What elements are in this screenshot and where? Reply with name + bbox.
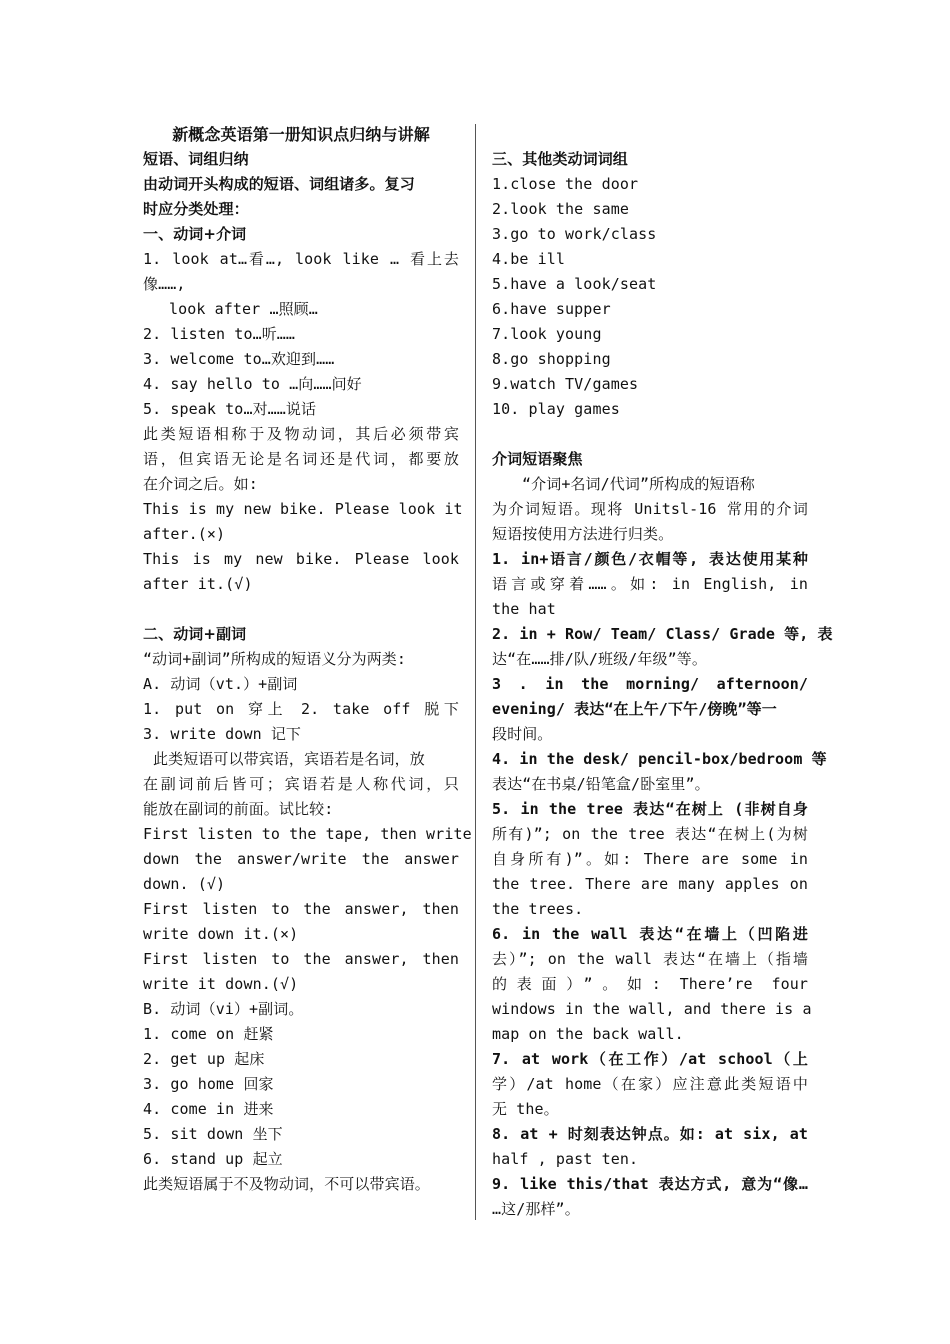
section-heading: 二、动词+副词: [143, 625, 247, 643]
text-line: This is my new bike. Please look it: [143, 500, 463, 518]
text-line: 8.go shopping: [492, 350, 611, 368]
section-heading: 三、其他类动词词组: [492, 150, 628, 168]
page-title: 新概念英语第一册知识点归纳与讲解: [172, 125, 430, 144]
text-line: 6. stand up 起立: [143, 1150, 283, 1168]
text-line: 为介词短语。现将 Unitsl-16 常用的介词: [492, 500, 808, 518]
text-line: 此类短语相称于及物动词，其后必须带宾: [143, 425, 459, 443]
text-line: the trees.: [492, 900, 584, 918]
text-line: 达“在……排/队/班级/年级”等。: [492, 650, 707, 668]
text-line: evening/ 表达“在上午/下午/傍晚”等一: [492, 700, 777, 718]
text-line: 4. come in 进来: [143, 1100, 274, 1118]
text-line: First listen to the tape, then write: [143, 825, 472, 843]
text-line: 4. say hello to …向……问好: [143, 375, 362, 393]
text-line: 1. in+语言/颜色/衣帽等, 表达使用某种: [492, 550, 808, 568]
section-heading: 短语、词组归纳: [143, 150, 249, 168]
text-line: 去）”; on the wall 表达“在墙上（指墙: [492, 950, 808, 968]
left-column: [143, 122, 472, 1197]
text-line: write it down.(√): [143, 975, 299, 993]
text-line: 的表面）”。如: There’re four: [492, 975, 808, 993]
text-line: 无 the。: [492, 1100, 559, 1118]
text-line: write down it.(×): [143, 925, 299, 943]
text-line: 10. play games: [492, 400, 620, 418]
text-line: half , past ten.: [492, 1150, 639, 1168]
text-line: 6.have supper: [492, 300, 611, 318]
text-line: 1. put on 穿上 2. take off 脱下: [143, 700, 459, 718]
text-line: 像……,: [143, 275, 186, 293]
section-heading: 介词短语聚焦: [492, 450, 583, 468]
text-line: 短语按使用方法进行归类。: [492, 525, 674, 543]
text-line: This is my new bike. Please look: [143, 550, 459, 568]
text-line: 4.be ill: [492, 250, 566, 268]
text-line: 7. at work（在工作）/at school（上: [492, 1050, 808, 1068]
text-line: 3 . in the morning/ afternoon/: [492, 675, 808, 693]
text-line: 此类短语属于不及物动词，不可以带宾语。: [143, 1175, 430, 1193]
text-line: 自身所有)”。如: There are some in: [492, 850, 808, 868]
text-line: 此类短语可以带宾语，宾语若是名词，放: [153, 750, 425, 768]
text-line: 1. come on 赶紧: [143, 1025, 274, 1043]
text-line: First listen to the answer, then: [143, 900, 459, 918]
text-line: 6. in the wall 表达“在墙上（凹陷进: [492, 925, 808, 943]
blank-line: [492, 422, 808, 447]
text-line: …这/那样”。: [492, 1200, 580, 1218]
text-line: A. 动词（vt.）+副词: [143, 675, 298, 693]
text-line: 在介词之后。如:: [143, 475, 258, 493]
text-line: “动词+副词”所构成的短语义分为两类:: [143, 650, 407, 668]
text-line: 5. speak to…对……说话: [143, 400, 317, 418]
text-line: 2. listen to…听……: [143, 325, 296, 343]
text-line: 1.close the door: [492, 175, 639, 193]
text-line: 所有)”; on the tree 表达“在树上(为树: [492, 825, 808, 843]
text-line: 7.look young: [492, 325, 602, 343]
column-divider: [475, 124, 476, 1220]
blank-line: [492, 122, 808, 147]
text-line: “介词+名词/代词”所构成的短语称: [522, 475, 755, 493]
text-line: down. (√): [143, 875, 226, 893]
text-line: 段时间。: [492, 725, 553, 743]
text-line: down the answer/write the answer: [143, 850, 459, 868]
text-line: 5. in the tree 表达“在树上 (非树自身: [492, 800, 808, 818]
right-column: [492, 122, 833, 1222]
text-line: 语，但宾语无论是名词还是代词，都要放: [143, 450, 459, 468]
text-line: the hat: [492, 600, 556, 618]
text-line: the tree. There are many apples on: [492, 875, 808, 893]
text-line: First listen to the answer, then: [143, 950, 459, 968]
section-heading: 时应分类处理：: [143, 200, 249, 218]
text-line: 2. in + Row/ Team/ Class/ Grade 等, 表: [492, 625, 833, 643]
text-line: 5.have a look/seat: [492, 275, 657, 293]
text-line: B. 动词（vi）+副词。: [143, 1000, 304, 1018]
section-heading: 由动词开头构成的短语、词组诸多。复习: [143, 175, 415, 193]
text-line: 2.look the same: [492, 200, 629, 218]
text-line: 表达“在书桌/铅笔盒/卧室里”。: [492, 775, 710, 793]
text-line: 1. look at…看…, look like … 看上去: [143, 250, 459, 268]
text-line: 学）/at home（在家）应注意此类短语中: [492, 1075, 808, 1093]
text-line: 3.go to work/class: [492, 225, 657, 243]
blank-line: [143, 597, 459, 622]
text-line: 5. sit down 坐下: [143, 1125, 283, 1143]
text-line: 9. like this/that 表达方式, 意为“像…: [492, 1175, 808, 1193]
text-line: 3. go home 回家: [143, 1075, 274, 1093]
text-line: 8. at + 时刻表达钟点。如: at six, at: [492, 1125, 808, 1143]
text-line: 在副词前后皆可；宾语若是人称代词，只: [143, 775, 459, 793]
text-line: after.(×): [143, 525, 226, 543]
text-line: 9.watch TV/games: [492, 375, 639, 393]
text-line: 4. in the desk/ pencil-box/bedroom 等: [492, 750, 827, 768]
text-line: windows in the wall, and there is a: [492, 1000, 812, 1018]
text-line: after it.(√): [143, 575, 253, 593]
text-line: 3. write down 记下: [143, 725, 302, 743]
section-heading: 一、动词+介词: [143, 225, 247, 243]
text-line: 2. get up 起床: [143, 1050, 265, 1068]
text-line: map on the back wall.: [492, 1025, 684, 1043]
text-line: 能放在副词的前面。试比较:: [143, 800, 334, 818]
text-line: 语言或穿着……。如: in English, in: [492, 575, 808, 593]
text-line: 3. welcome to…欢迎到……: [143, 350, 335, 368]
text-line: look after …照顾…: [169, 300, 318, 318]
